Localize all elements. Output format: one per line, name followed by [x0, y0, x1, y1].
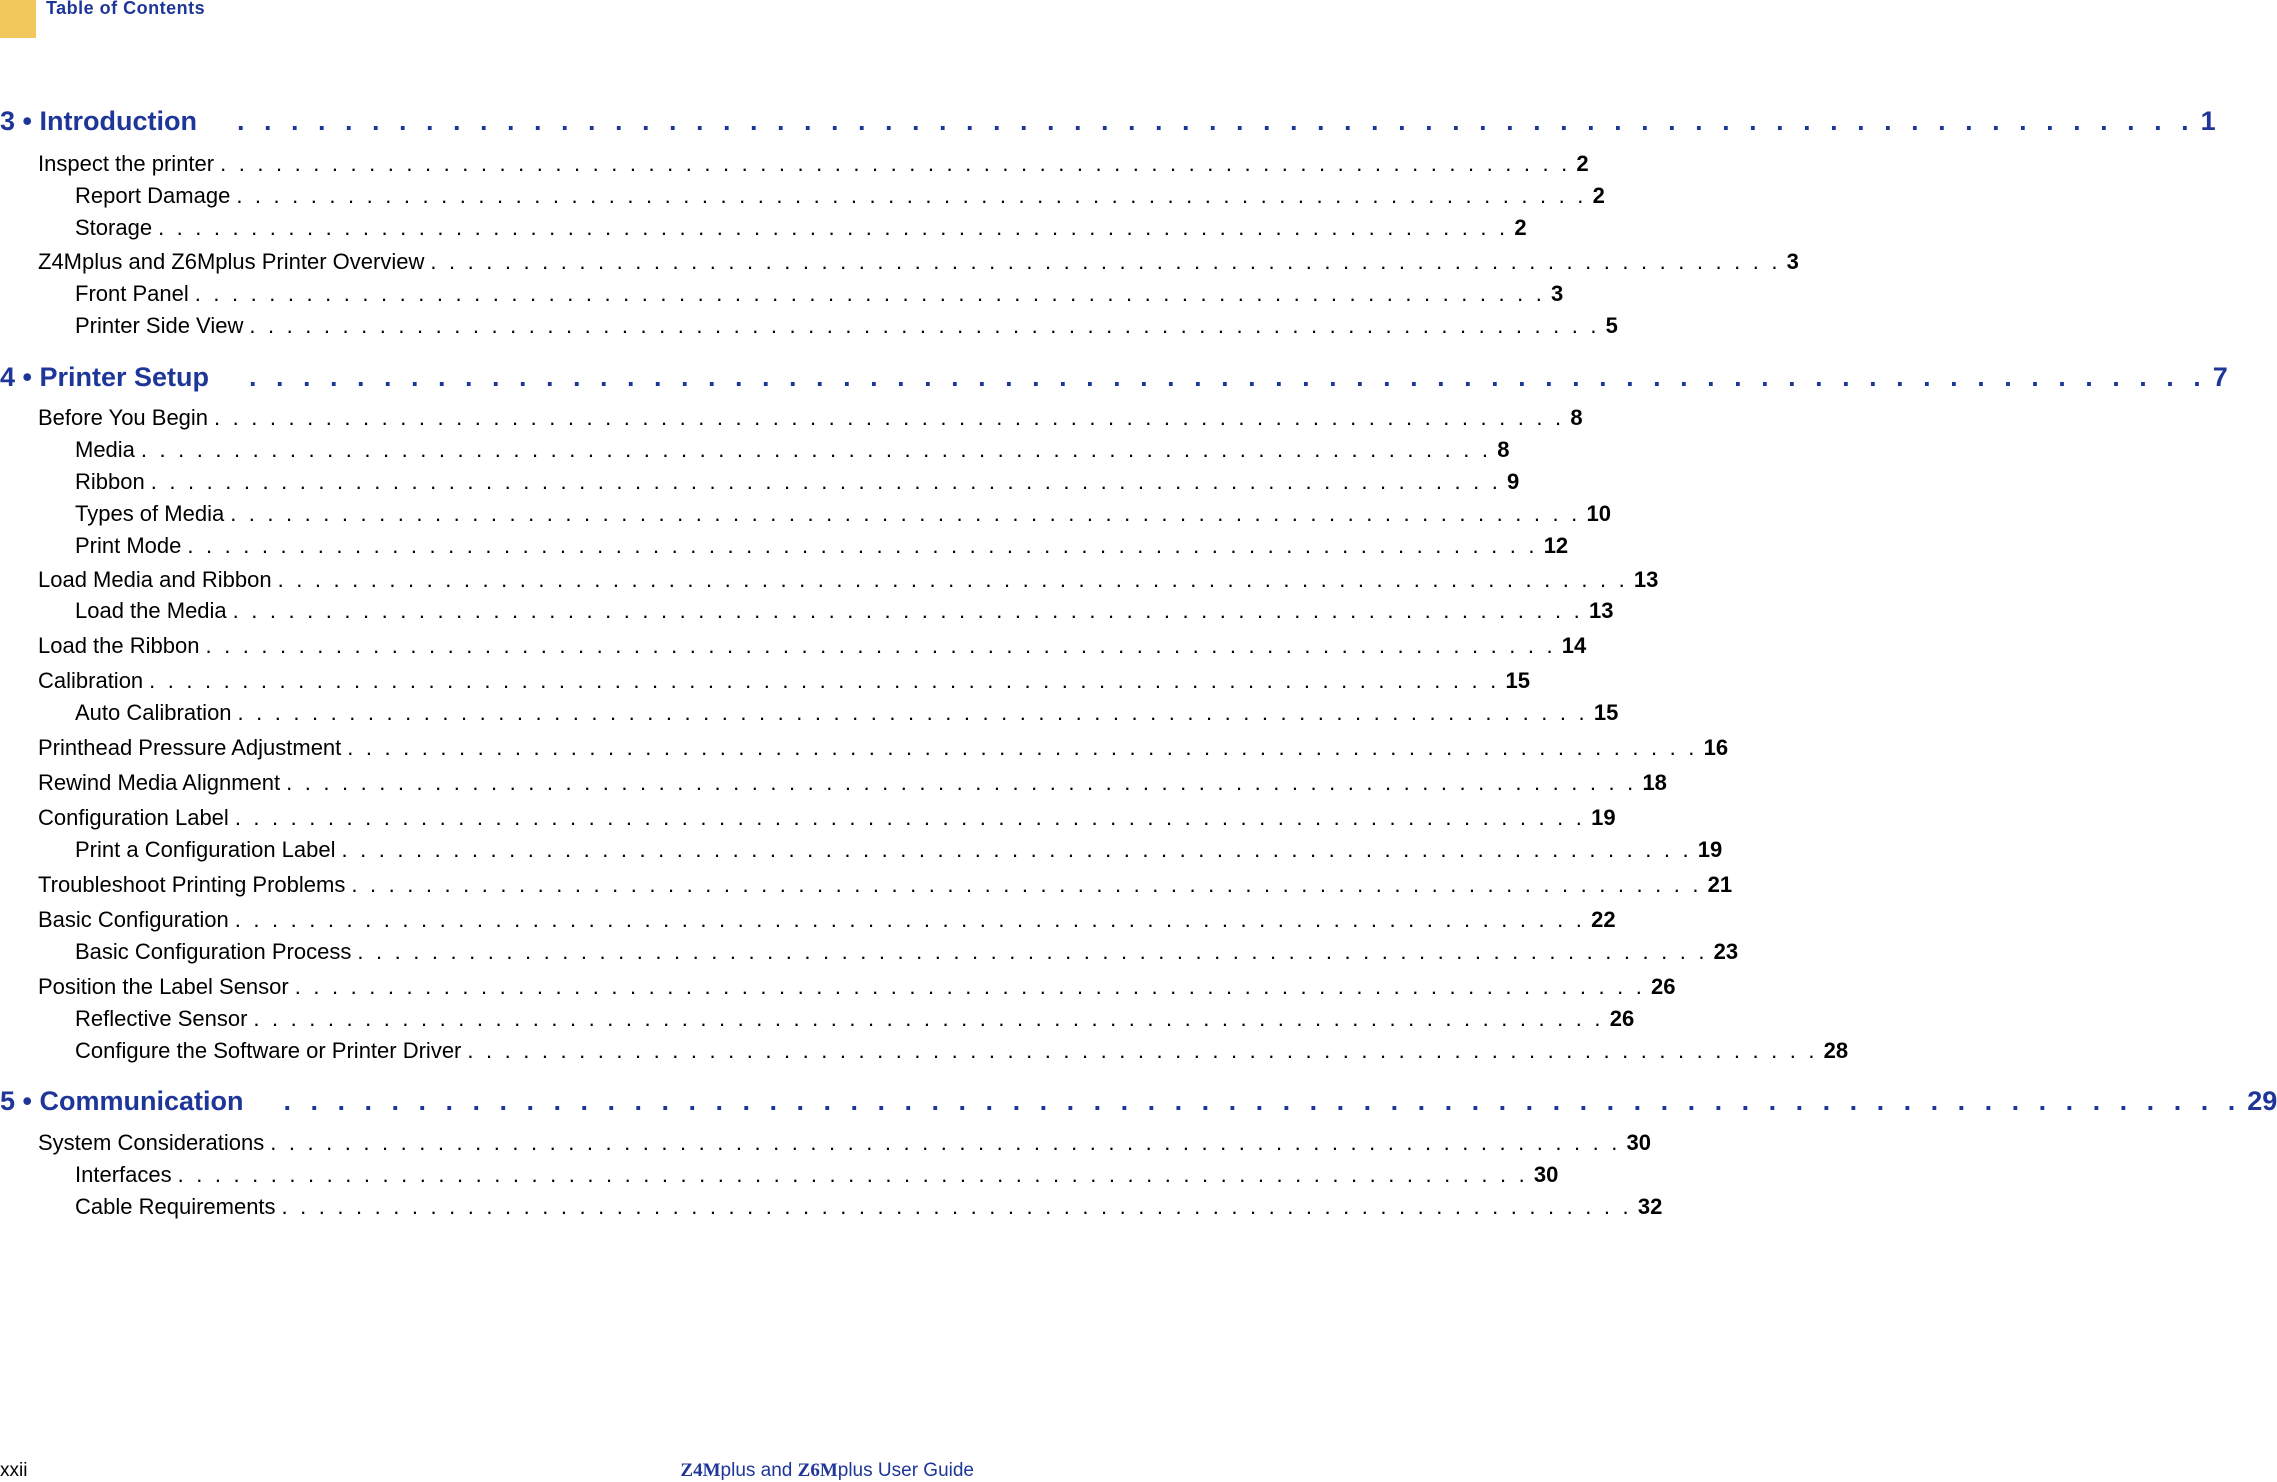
- toc-entry-page: 19: [1697, 837, 1723, 862]
- toc-dot-leader: . . . . . . . . . . . . . . . . . . . . . . . . . . . . . . . . . . . . . . . . . . . . . . . . . . . . . . . . . . . . . . . . . . . . . . . . .: [351, 872, 1702, 897]
- toc-entry-title: Interfaces: [75, 1162, 172, 1187]
- toc-entry[interactable]: [75, 939, 1739, 965]
- toc-entry-title: Rewind Media Alignment: [38, 770, 281, 795]
- toc-chapter-entry[interactable]: [0, 1086, 2277, 1117]
- toc-entry-title: 5 • Communication: [0, 1086, 244, 1116]
- toc-entry-page: 3: [1551, 281, 1564, 306]
- header-title: Table of Contents: [46, 0, 206, 18]
- toc-entry-title: Printhead Pressure Adjustment: [38, 735, 342, 760]
- toc-entry-page: 15: [1505, 668, 1530, 693]
- toc-entry-title: Report Damage: [75, 183, 231, 208]
- toc-dot-leader: . . . . . . . . . . . . . . . . . . . . . . . . . . . . . . . . . . . . . . . . . . . . . . . . . . . . . . . . . . . . . . . . . . . . . . . . .: [281, 1194, 1632, 1219]
- toc-dot-leader: . . . . . . . . . . . . . . . . . . . . . . . . . . . . . . . . . . . . . . . . . . . . . . . . . . . . . . . . . . . . . . . . . . . . . . . . .: [277, 567, 1628, 592]
- toc-entry[interactable]: [38, 1130, 1651, 1156]
- toc-entry-title: Load Media and Ribbon: [38, 567, 272, 592]
- toc-entry-page: 2: [1576, 151, 1589, 176]
- toc-entry[interactable]: [75, 700, 1619, 726]
- toc-entry-title: Print a Configuration Label: [75, 837, 336, 862]
- toc-dot-leader: . . . . . . . . . . . . . . . . . . . . . . . . . . . . . . . . . . . . . . . . . . . . . . . . . . . . . . . . . . . . . . . . . . . . . . . . .: [237, 700, 1588, 725]
- toc-dot-leader: . . . . . . . . . . . . . . . . . . . . . . . . . . . . . . . . . . . . . . . . . . . . . . . . . . . . . . . . . . . . . . . . . . . . . . . . .: [283, 1086, 2242, 1116]
- toc-entry-page: 19: [1591, 805, 1616, 830]
- toc-entry-page: 32: [1637, 1194, 1663, 1219]
- toc-dot-leader: . . . . . . . . . . . . . . . . . . . . . . . . . . . . . . . . . . . . . . . . . . . . . . . . . . . . . . . . . . . . . . . . . . . . . . . . .: [294, 974, 1646, 999]
- toc-entry-title: 4 • Printer Setup: [0, 362, 209, 392]
- toc-dot-leader: . . . . . . . . . . . . . . . . . . . . . . . . . . . . . . . . . . . . . . . . . . . . . . . . . . . . . . . . . . . . . . . . . . . . . . . . .: [234, 805, 1586, 830]
- toc-entry[interactable]: [75, 313, 1618, 339]
- toc-entry-title: Ribbon: [75, 469, 145, 494]
- toc-dot-leader: . . . . . . . . . . . . . . . . . . . . . . . . . . . . . . . . . . . . . . . . . . . . . . . . . . . . . . . . . . . . . . . . . . . . . . . . .: [214, 405, 1565, 430]
- toc-entry-page: 22: [1591, 907, 1616, 932]
- footer-guide-title-part3: Z6M: [797, 1460, 838, 1481]
- toc-entry-title: Basic Configuration: [38, 907, 229, 932]
- toc-dot-leader: . . . . . . . . . . . . . . . . . . . . . . . . . . . . . . . . . . . . . . . . . . . . . . . . . . . . . . . . . . . . . . . . . . . . . . . . .: [220, 151, 1571, 176]
- toc-entry-title: Load the Media: [75, 598, 227, 623]
- toc-entry-page: 18: [1642, 770, 1667, 795]
- toc-dot-leader: . . . . . . . . . . . . . . . . . . . . . . . . . . . . . . . . . . . . . . . . . . . . . . . . . . . . . . . . . . . . . . . . . . . . . . . . .: [430, 249, 1781, 274]
- footer-guide-title: [680, 1460, 974, 1482]
- toc-entry[interactable]: [38, 567, 1659, 593]
- toc-entry-title: 3 • Introduction: [0, 106, 197, 136]
- toc-dot-leader: . . . . . . . . . . . . . . . . . . . . . . . . . . . . . . . . . . . . . . . . . . . . . . . . . . . . . . . . . . . . . . . . . . . . . . . . .: [140, 437, 1492, 462]
- toc-entry-title: Calibration: [38, 668, 144, 693]
- toc-dot-leader: . . . . . . . . . . . . . . . . . . . . . . . . . . . . . . . . . . . . . . . . . . . . . . . . . . . . . . . . . . . . . . . . . . . . . . . . .: [286, 770, 1637, 795]
- toc-dot-leader: . . . . . . . . . . . . . . . . . . . . . . . . . . . . . . . . . . . . . . . . . . . . . . . . . . . . . . . . . . . . . . . . . . . . . . . . .: [236, 183, 1587, 208]
- toc-entry-title: Configure the Software or Printer Driver: [75, 1038, 462, 1063]
- toc-entry-title: Print Mode: [75, 533, 182, 558]
- toc-entry[interactable]: [75, 183, 1605, 209]
- toc-entry-page: 26: [1609, 1006, 1635, 1031]
- toc-entry-page: 29: [2247, 1086, 2277, 1116]
- footer-guide-title-part1: Z4M: [680, 1460, 721, 1481]
- toc-entry[interactable]: [75, 437, 1510, 463]
- toc-entry-title: Position the Label Sensor: [38, 974, 289, 999]
- toc-entry-page: 12: [1543, 533, 1569, 558]
- toc-dot-leader: . . . . . . . . . . . . . . . . . . . . . . . . . . . . . . . . . . . . . . . . . . . . . . . . . . . . . . . . . . . . . . . . . . . . . . . . .: [249, 313, 1600, 338]
- toc-entry-page: 13: [1633, 567, 1659, 592]
- toc-entry[interactable]: [75, 215, 1527, 241]
- toc-entry[interactable]: [38, 872, 1733, 898]
- toc-dot-leader: . . . . . . . . . . . . . . . . . . . . . . . . . . . . . . . . . . . . . . . . . . . . . . . . . . . . . . . . . . . . . . . . . . . . . . . . .: [230, 501, 1581, 526]
- toc-dot-leader: . . . . . . . . . . . . . . . . . . . . . . . . . . . . . . . . . . . . . . . . . . . . . . . . . . . . . . . . . . . . . . . . . . . . . . . . .: [194, 281, 1546, 306]
- toc-dot-leader: . . . . . . . . . . . . . . . . . . . . . . . . . . . . . . . . . . . . . . . . . . . . . . . . . . . . . . . . . . . . . . . . . . . . . . . . .: [234, 907, 1586, 932]
- toc-entry-page: 16: [1703, 735, 1729, 760]
- toc-entry-page: 8: [1570, 405, 1583, 430]
- toc-dot-leader: . . . . . . . . . . . . . . . . . . . . . . . . . . . . . . . . . . . . . . . . . . . . . . . . . . . . . . . . . . . . . . . . . . . . . . . . .: [232, 598, 1583, 623]
- toc-dot-leader: . . . . . . . . . . . . . . . . . . . . . . . . . . . . . . . . . . . . . . . . . . . . . . . . . . . . . . . . . . . . . . . . . . . . . . . . .: [187, 533, 1538, 558]
- toc-dot-leader: . . . . . . . . . . . . . . . . . . . . . . . . . . . . . . . . . . . . . . . . . . . . . . . . . . . . . . . . . . . . . . . . . . . . . . . . .: [236, 106, 2195, 136]
- toc-entry[interactable]: [75, 533, 1569, 559]
- toc-entry-page: 21: [1707, 872, 1733, 897]
- toc-entry-page: 1: [2200, 106, 2216, 136]
- toc-dot-leader: . . . . . . . . . . . . . . . . . . . . . . . . . . . . . . . . . . . . . . . . . . . . . . . . . . . . . . . . . . . . . . . . . . . . . . . . .: [270, 1130, 1621, 1155]
- toc-entry-title: Media: [75, 437, 135, 462]
- toc-entry-title: Cable Requirements: [75, 1194, 276, 1219]
- toc-entry[interactable]: [38, 907, 1616, 933]
- toc-entry-page: 30: [1626, 1130, 1651, 1155]
- toc-entry-page: 13: [1588, 598, 1614, 623]
- footer-guide-title-part2: plus and: [720, 1460, 798, 1481]
- toc-entry-title: Basic Configuration Process: [75, 939, 352, 964]
- footer-guide-title-part4: plus User Guide: [837, 1460, 974, 1481]
- toc-entry[interactable]: [38, 735, 1729, 761]
- toc-entry-title: Inspect the printer: [38, 151, 215, 176]
- toc-entry-page: 23: [1713, 939, 1739, 964]
- toc-entry-page: 9: [1507, 469, 1520, 494]
- toc-entry-title: Before You Begin: [38, 405, 209, 430]
- toc-entry[interactable]: [38, 633, 1587, 659]
- toc-entry-page: 15: [1593, 700, 1619, 725]
- toc-entry[interactable]: [38, 770, 1667, 796]
- toc-dot-leader: . . . . . . . . . . . . . . . . . . . . . . . . . . . . . . . . . . . . . . . . . . . . . . . . . . . . . . . . . . . . . . . . . . . . . . . . .: [177, 1162, 1528, 1187]
- toc-entry[interactable]: [75, 1006, 1635, 1032]
- toc-entry-title: Troubleshoot Printing Problems: [38, 872, 346, 897]
- toc-entry[interactable]: [75, 1038, 1849, 1064]
- toc-entry-page: 5: [1605, 313, 1618, 338]
- toc-entry[interactable]: [38, 668, 1530, 694]
- toc-entry[interactable]: [38, 249, 1799, 275]
- toc-entry[interactable]: [75, 469, 1520, 495]
- toc-entry-title: Printer Side View: [75, 313, 244, 338]
- toc-entry-title: Auto Calibration: [75, 700, 232, 725]
- toc-entry-page: 26: [1651, 974, 1676, 999]
- toc-dot-leader: . . . . . . . . . . . . . . . . . . . . . . . . . . . . . . . . . . . . . . . . . . . . . . . . . . . . . . . . . . . . . . . . . . . . . . . . .: [347, 735, 1698, 760]
- toc-entry-page: 2: [1592, 183, 1605, 208]
- toc-dot-leader: . . . . . . . . . . . . . . . . . . . . . . . . . . . . . . . . . . . . . . . . . . . . . . . . . . . . . . . . . . . . . . . . . . . . . . . . .: [467, 1038, 1818, 1063]
- toc-dot-leader: . . . . . . . . . . . . . . . . . . . . . . . . . . . . . . . . . . . . . . . . . . . . . . . . . . . . . . . . . . . . . . . . . . . . . . . . .: [150, 469, 1502, 494]
- toc-entry[interactable]: [75, 837, 1723, 863]
- footer-page-number: xxii: [0, 1460, 28, 1481]
- toc-entry-title: Configuration Label: [38, 805, 229, 830]
- header-tab-marker: [0, 0, 36, 38]
- toc-entry-title: System Considerations: [38, 1130, 265, 1155]
- toc-entry[interactable]: [38, 974, 1676, 1000]
- toc-entry-title: Front Panel: [75, 281, 189, 306]
- toc-dot-leader: . . . . . . . . . . . . . . . . . . . . . . . . . . . . . . . . . . . . . . . . . . . . . . . . . . . . . . . . . . . . . . . . . . . . . . . . .: [357, 939, 1708, 964]
- toc-dot-leader: . . . . . . . . . . . . . . . . . . . . . . . . . . . . . . . . . . . . . . . . . . . . . . . . . . . . . . . . . . . . . . . . . . . . . . . . .: [149, 668, 1500, 693]
- toc-entry[interactable]: [38, 805, 1616, 831]
- toc-entry-title: Load the Ribbon: [38, 633, 200, 658]
- toc-entry-page: 8: [1497, 437, 1510, 462]
- toc-entry-page: 14: [1561, 633, 1587, 658]
- toc-entry-page: 28: [1823, 1038, 1849, 1063]
- toc-dot-leader: . . . . . . . . . . . . . . . . . . . . . . . . . . . . . . . . . . . . . . . . . . . . . . . . . . . . . . . . . . . . . . . . . . . . . . . . .: [253, 1006, 1604, 1031]
- toc-entry[interactable]: [75, 598, 1614, 624]
- toc-entry-page: 10: [1586, 501, 1611, 526]
- toc-dot-leader: . . . . . . . . . . . . . . . . . . . . . . . . . . . . . . . . . . . . . . . . . . . . . . . . . . . . . . . . . . . . . . . . . . . . . . . . .: [205, 633, 1556, 658]
- toc-entry[interactable]: [75, 1194, 1663, 1220]
- toc-entry[interactable]: [38, 151, 1589, 177]
- toc-entry-title: Reflective Sensor: [75, 1006, 248, 1031]
- toc-entry-page: 7: [2212, 362, 2228, 392]
- toc-entry-title: Types of Media: [75, 501, 225, 526]
- toc-chapter-entry[interactable]: [0, 362, 2228, 393]
- toc-entry[interactable]: [75, 281, 1564, 307]
- toc-chapter-entry[interactable]: [0, 106, 2216, 137]
- toc-entry-page: 30: [1533, 1162, 1559, 1187]
- toc-entry[interactable]: [75, 501, 1611, 527]
- toc-entry-page: 2: [1514, 215, 1527, 240]
- toc-dot-leader: . . . . . . . . . . . . . . . . . . . . . . . . . . . . . . . . . . . . . . . . . . . . . . . . . . . . . . . . . . . . . . . . . . . . . . . . .: [158, 215, 1509, 240]
- toc-dot-leader: . . . . . . . . . . . . . . . . . . . . . . . . . . . . . . . . . . . . . . . . . . . . . . . . . . . . . . . . . . . . . . . . . . . . . . . . .: [341, 837, 1692, 862]
- toc-entry-page: 3: [1786, 249, 1799, 274]
- toc-entry[interactable]: [75, 1162, 1559, 1188]
- toc-entry-title: Z4Mplus and Z6Mplus Printer Overview: [38, 249, 425, 274]
- toc-entry[interactable]: [38, 405, 1583, 431]
- toc-entry-title: Storage: [75, 215, 153, 240]
- toc-dot-leader: . . . . . . . . . . . . . . . . . . . . . . . . . . . . . . . . . . . . . . . . . . . . . . . . . . . . . . . . . . . . . . . . . . . . . . . . .: [249, 362, 2207, 392]
